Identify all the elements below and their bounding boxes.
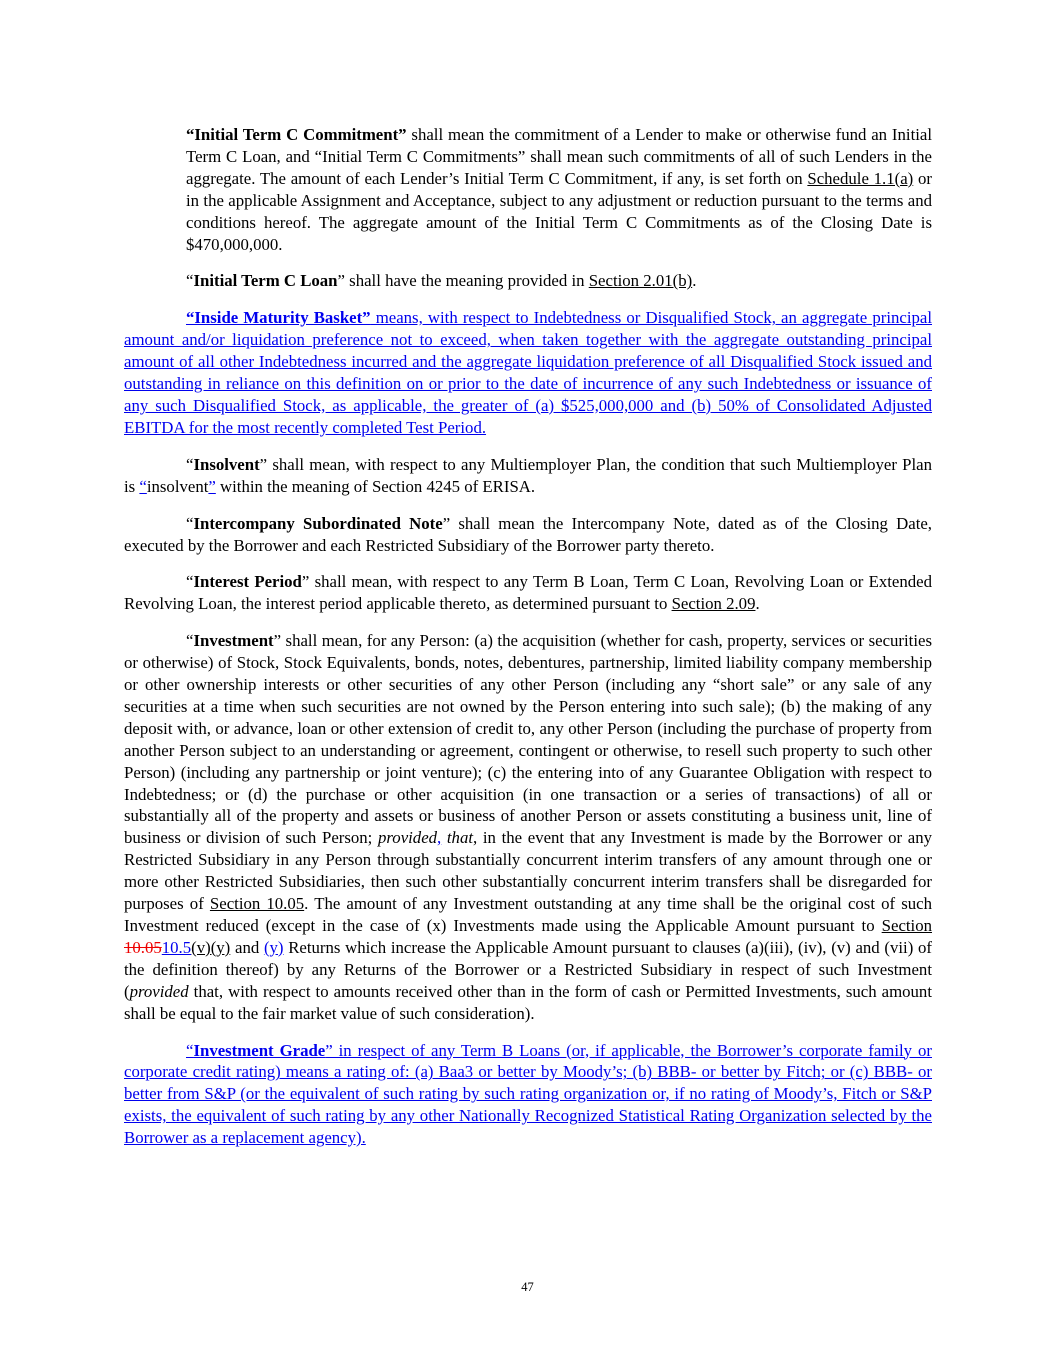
definition-insolvent: “Insolvent” shall mean, with respect to any Multiemployer Plan, the condition that such Multiemployer Plan is “insolvent” within the meaning of Section 4245 of ERISA. [124, 454, 932, 496]
inserted-text: “ [139, 476, 147, 496]
deleted-text: 10.05 [124, 937, 162, 957]
page-number: 47 [521, 1280, 534, 1294]
cross-reference: (v)(y) [191, 937, 231, 957]
defined-term: Investment Grade [193, 1040, 326, 1060]
defined-term: Initial Term C Loan [193, 271, 338, 291]
definition-investment: “Investment” shall mean, for any Person: (a) the acquisition (whether for cash, property, services or securities or otherwise) of Stock, Stock Equivalents, bonds, notes, debentures, partnership, limited liability company membership or other ownership interests or other securities of any other Person (including any “short sale” or any sale of any securities at a time when such securities are not owned by the Person entering into such sale); (b) the making of any deposit with, or advance, loan or other extension of credit to, any other Person (including the purchase of property from another Person subject to an understanding or agreement, contingent or otherwise, to resell such property to such other Person) (including any partnership or joint venture); (c) the entering into of any Guarantee Obligation with respect to Indebtedness; or (d) the purchase or other acquisition (in one transaction or a series of transactions) of all or substantially all of the property and assets or business of another Person or assets constituting a business unit, line of business or division of such Person; provided, that, in the event that any Investment is made by the Borrower or any Restricted Subsidiary in any Person through substantially concurrent interim transfers of any amount through one or more other Restricted Subsidiaries, then such other substantially concurrent interim transfers shall be disregarded for purposes of Section 10.05. The amount of any Investment outstanding at any time shall be the original cost of such Investment reduced (except in the case of (x) Investments made using the Applicable Amount pursuant to Section 10.0510.5(v)(y) and (y) Returns which increase the Applicable Amount pursuant to clauses (a)(iii), (iv), (v) and (vii) of the definition thereof) by any Returns of the Borrower or a Restricted Subsidiary in respect of such Investment (provided that, with respect to amounts received other than in the form of cash or Permitted Investments, such amount shall be equal to the fair market value of such consideration). [124, 631, 932, 1023]
defined-term: “Inside Maturity Basket” [186, 308, 371, 328]
definition-intercompany-subordinated-note: “Intercompany Subordinated Note” shall mean the Intercompany Note, dated as of the Closing Date, executed by the Borrower and each Restricted Subsidiary of the Borrower party thereto. [124, 513, 932, 555]
inserted-text: (y) [263, 937, 284, 957]
defined-term: Investment [193, 631, 274, 651]
cross-reference: Section 2.01(b) [588, 271, 693, 291]
cross-reference: Section 2.09 [671, 594, 756, 614]
inserted-text: 10.5 [161, 937, 192, 957]
definition-initial-term-c-loan: “Initial Term C Loan” shall have the meaning provided in Section 2.01(b). [186, 271, 697, 291]
defined-term: “Initial Term C Commitment” [186, 125, 407, 144]
definition-initial-term-c-commitment: “Initial Term C Commitment” shall mean the commitment of a Lender to make or otherwise fund an Initial Term C Loan, and “Initial Term C Commitments” shall mean such commitments of all of such Lenders in the aggregate. The amount of each Lender’s Initial Term C Commitment, if any, is set forth on Schedule 1.1(a) or in the applicable Assignment and Acceptance, subject to any adjustment or reduction pursuant to the terms and conditions hereof. The aggregate amount of the Initial Term C Commitments as of the Closing Date is $470,000,000. [186, 125, 932, 254]
defined-term: Insolvent [193, 454, 260, 474]
defined-term: Interest Period [193, 572, 302, 592]
inserted-text: , [437, 828, 442, 848]
cross-reference: Section 10.05 [209, 894, 305, 914]
definition-inside-maturity-basket-inserted: “Inside Maturity Basket” means, with respect to Indebtedness or Disqualified Stock, an aggregate principal amount and/or liquidation preference not to exceed, when taken together with the aggregate outstanding principal amount of all other Indebtedness incurred and the aggregate liquidation preference of all Disqualified Stock issued and outstanding in reliance on this definition on or prior to the date of incurrence of any such Indebtedness or issuance of any such Disqualified Stock, as applicable, the greater of (a) $525,000,000 and (b) 50% of Consolidated Adjusted EBITDA for the most recently completed Test Period. [124, 308, 932, 437]
cross-reference: Schedule 1.1(a) [807, 168, 914, 188]
definition-investment-grade-inserted: “Investment Grade” in respect of any Term B Loans (or, if applicable, the Borrower’s corporate family or corporate credit rating) means a rating of: (a) Baa3 or better by Moody’s; (b) BBB- or better by Fitch; or (c) BBB- or better from S&P (or the equivalent of such rating by such rating organization or, if no rating of Moody’s, Fitch or S&P exists, the equivalent of such rating by any other Nationally Recognized Statistical Rating Organization selected by the Borrower as a replacement agency). [124, 1040, 932, 1148]
document-page [124, 124, 932, 1164]
definition-interest-period: “Interest Period” shall mean, with respect to any Term B Loan, Term C Loan, Revolving Loan or Extended Revolving Loan, the interest period applicable thereto, as determined pursuant to Section 2.09. [124, 572, 932, 614]
cross-reference: Section [881, 916, 932, 935]
inserted-text: ” [208, 476, 216, 496]
defined-term: Intercompany Subordinated Note [193, 513, 443, 533]
